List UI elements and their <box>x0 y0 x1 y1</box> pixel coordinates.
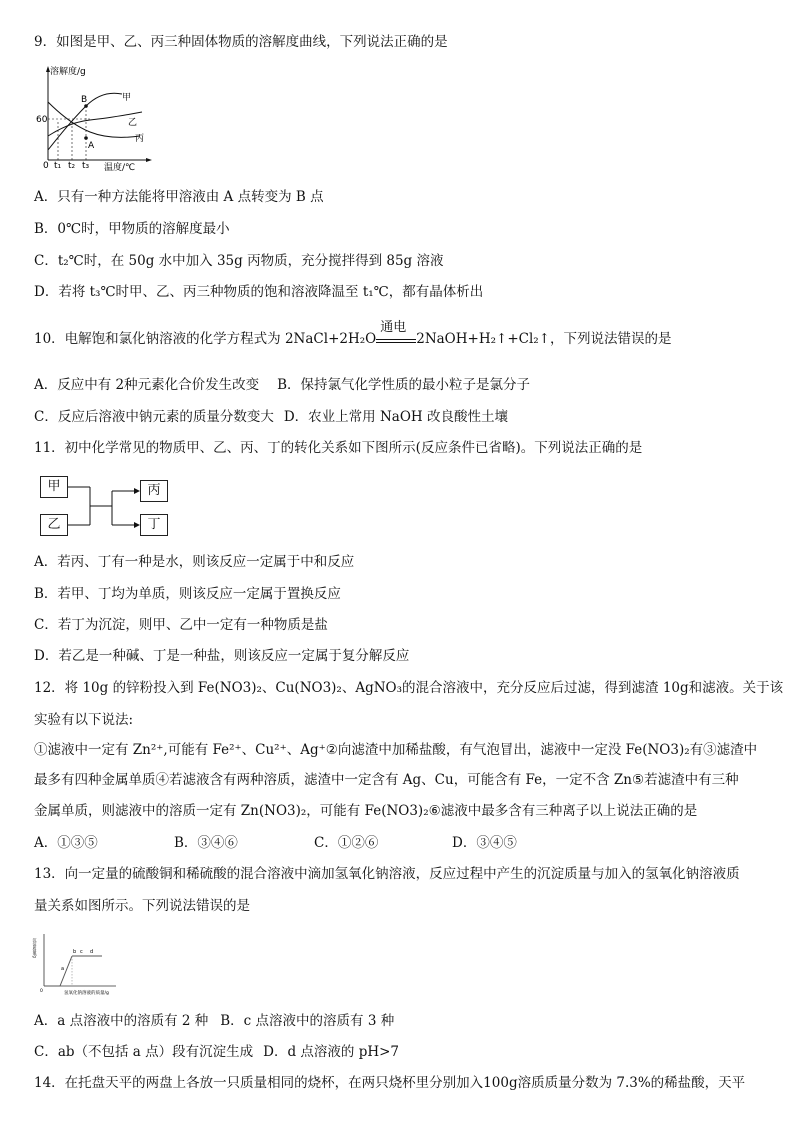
q12-line-4: 最多有四种金属单质④若滤液含有两种溶质，滤渣中一定含有 Ag、Cu，可能含有 Fe，一定不含 Zn⑤若滤渣中有三种 <box>34 772 739 788</box>
q13-option-a: A．a 点溶液中的溶质有 2 种 <box>34 1013 209 1029</box>
graph-origin: 0 <box>43 161 49 171</box>
box-ding: 丁 <box>140 514 168 536</box>
q12-line-2: 实验有以下说法: <box>34 712 134 728</box>
box-bing: 丙 <box>140 480 168 502</box>
q13-graph-origin: 0 <box>40 989 43 994</box>
equation-arrow <box>376 319 416 349</box>
q11-option-d: D．若乙是一种碱、丁是一种盐，则该反应一定属于复分解反应 <box>34 648 410 664</box>
q11-option-c: C．若丁为沉淀，则甲、乙中一定有一种物质是盐 <box>34 617 328 633</box>
q12-options <box>34 834 517 852</box>
graph-yi: 乙 <box>128 118 138 128</box>
q9-option-c: C．t₂℃时，在 50g 水中加入 35g 丙物质，充分搅拌得到 85g 溶液 <box>34 253 444 269</box>
q13-option-c: C．ab（不包括 a 点）段有沉淀生成 <box>34 1044 254 1060</box>
q10-option-b: B．保持氯气化学性质的最小粒子是氯分子 <box>277 377 531 393</box>
q10-options-cd <box>34 408 508 426</box>
graph-point-a: A <box>88 141 95 151</box>
q12-line-3: ①滤液中一定有 Zn²⁺,可能有 Fe²⁺、Cu²⁺、Ag⁺②向滤渣中加稀盐酸，有气泡冒出，滤液中一定没 Fe(NO3)₂有③滤渣中 <box>34 742 758 758</box>
q13-options-ab <box>34 1012 394 1030</box>
solubility-graph <box>30 62 160 174</box>
q12-line-1: 12．将 10g 的锌粉投入到 Fe(NO3)₂、Cu(NO3)₂、AgNO₃的混合溶液中，充分反应后过滤，得到滤渣 10g和滤液。关于该 <box>34 680 784 696</box>
graph-t3: t₃ <box>82 161 90 171</box>
q10-options-ab <box>34 376 530 394</box>
q13-option-d: D．d 点溶液的 pH>7 <box>263 1044 400 1060</box>
q12-option-b: B．③④⑥ <box>174 835 238 851</box>
conversion-diagram <box>40 476 180 540</box>
graph-y60: 60 <box>36 115 48 125</box>
q13-point-c: c <box>80 949 83 955</box>
precipitate-graph <box>30 930 120 996</box>
q11-stem: 11．初中化学常见的物质甲、乙、丙、丁的转化关系如下图所示(反应条件已省略)。下列说法正确的是 <box>34 440 643 456</box>
q13-line-2: 量关系如图所示。下列说法错误的是 <box>34 898 250 914</box>
q13-point-b: b <box>73 949 77 955</box>
q9-option-d: D．若将 t₃℃时甲、乙、丙三种物质的饱和溶液降温至 t₁℃，都有晶体析出 <box>34 284 484 300</box>
q13-point-d: d <box>90 949 94 955</box>
q9-stem: 9．如图是甲、乙、丙三种固体物质的溶解度曲线，下列说法正确的是 <box>34 34 448 50</box>
q13-option-b: B．c 点溶液中的溶质有 3 种 <box>220 1013 395 1029</box>
graph-xlabel: 温度/℃ <box>104 163 136 173</box>
q14-line-1: 14．在托盘天平的两盘上各放一只质量相同的烧杯，在两只烧杯里分别加入100g溶质质量分数为 7.3%的稀盐酸，天平 <box>34 1075 746 1091</box>
q9-option-b: B．0℃时，甲物质的溶解度最小 <box>34 221 230 237</box>
q10-option-a: A．反应中有 2种元素化合价发生改变 <box>34 377 260 393</box>
graph-ylabel: 溶解度/g <box>50 67 86 77</box>
q13-options-cd <box>34 1043 399 1061</box>
condition-label: 通电 <box>380 319 407 335</box>
box-yi: 乙 <box>40 514 68 536</box>
q12-option-d: D．③④⑤ <box>452 835 517 851</box>
q10-option-c: C．反应后溶液中钠元素的质量分数变大 <box>34 409 274 425</box>
q13-graph-xlabel: 氢氧化钠溶液的质量/g <box>64 991 109 996</box>
q10-stem-pre: 10．电解饱和氯化钠溶液的化学方程式为 2NaCl+2H₂O <box>34 331 377 347</box>
q12-line-5: 金属单质，则滤液中的溶质一定有 Zn(NO3)₂，可能有 Fe(NO3)₂⑥滤液中最多含有三种离子以上说法正确的是 <box>34 803 698 819</box>
graph-jia: 甲 <box>122 93 132 103</box>
graph-t1: t₁ <box>54 161 62 171</box>
graph-bing: 丙 <box>135 134 145 144</box>
graph-point-b: B <box>81 95 88 105</box>
graph-t2: t₂ <box>68 161 76 171</box>
q10-option-d: D．农业上常用 NaOH 改良酸性土壤 <box>283 409 508 425</box>
box-jia: 甲 <box>40 476 68 498</box>
q12-option-c: C．①②⑥ <box>314 835 379 851</box>
q10-stem-post: 2NaOH+H₂↑+Cl₂↑，下列说法错误的是 <box>416 331 672 347</box>
q11-option-b: B．若甲、丁均为单质，则该反应一定属于置换反应 <box>34 586 341 602</box>
q9-option-a: A．只有一种方法能将甲溶液由 A 点转变为 B 点 <box>34 189 324 205</box>
q13-point-a: a <box>61 966 65 972</box>
q13-line-1: 13．向一定量的硫酸铜和稀硫酸的混合溶液中滴加氢氧化钠溶液，反应过程中产生的沉淀质量与加入的氢氧化钠溶液质 <box>34 866 740 882</box>
q13-graph-ylabel: 沉淀质量/g <box>32 938 38 958</box>
q11-option-a: A．若丙、丁有一种是水，则该反应一定属于中和反应 <box>34 554 355 570</box>
q12-option-a: A．①③⑤ <box>34 835 98 851</box>
q10-stem <box>34 319 672 349</box>
